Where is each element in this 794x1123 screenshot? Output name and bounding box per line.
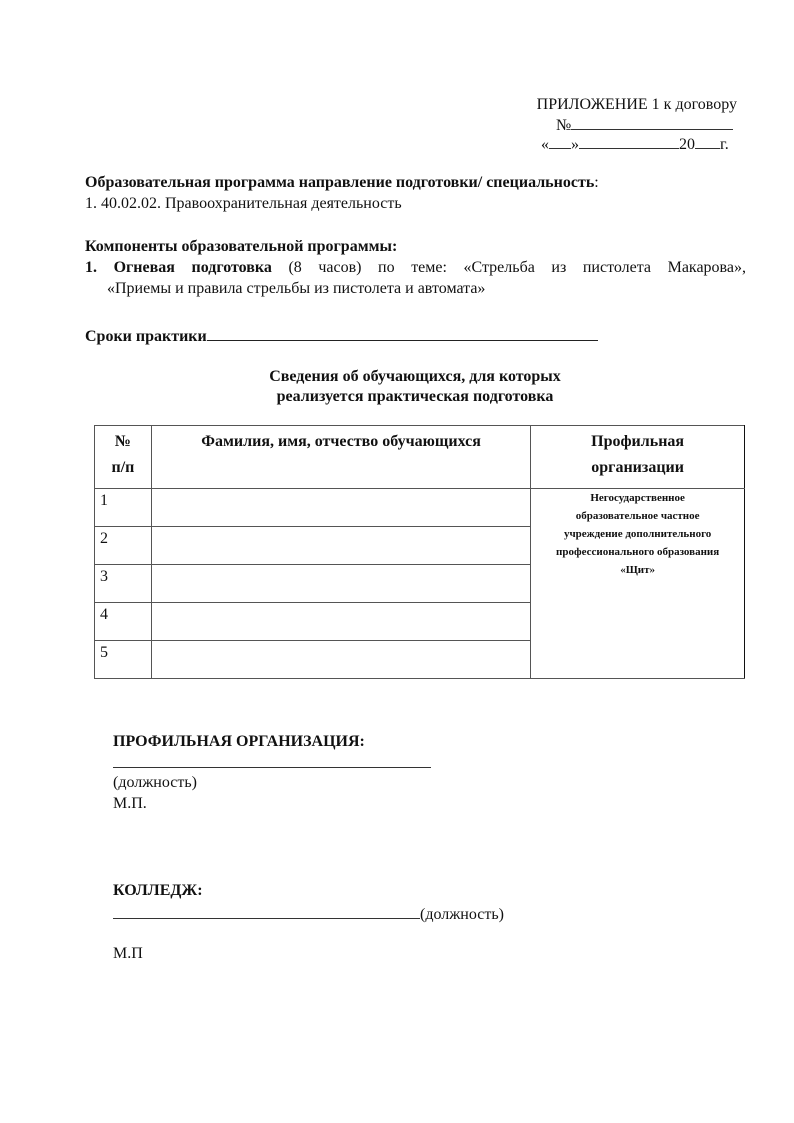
program-heading-text: Образовательная программа направление подготовки/ специальность	[85, 174, 595, 191]
organization-line5: «Щит»	[620, 564, 656, 576]
organization-line1: Негосударственное	[590, 492, 685, 504]
signature-org-heading: ПРОФИЛЬНАЯ ОРГАНИЗАЦИЯ:	[113, 733, 365, 750]
row-full-name-cell[interactable]	[151, 565, 530, 603]
components-item-1	[85, 258, 746, 299]
contract-date-line	[541, 135, 729, 155]
components-item-topic: (8 часов) по теме: «Стрельба из пистолета Макарова»,	[288, 259, 746, 276]
organization-line3: учреждение дополнительного	[563, 528, 712, 540]
header-organization	[531, 426, 745, 489]
row-full-name-cell[interactable]	[151, 527, 530, 565]
row-number: 4	[95, 603, 152, 641]
contract-month-field[interactable]	[579, 148, 679, 149]
date-open-quote: «	[541, 136, 549, 153]
program-heading-colon: :	[594, 174, 599, 191]
table-title-line1: Сведения об обучающихся, для которых	[269, 368, 561, 385]
signature-org-stamp: М.П.	[113, 795, 147, 812]
contract-number-prefix: №	[556, 117, 572, 134]
header-organization-line2: организации	[591, 459, 684, 476]
contract-number-line	[556, 116, 733, 136]
signature-org-position: (должность)	[113, 774, 197, 791]
date-year-prefix: 20	[679, 136, 695, 153]
header-organization-line1: Профильная	[591, 433, 685, 450]
row-number: 5	[95, 641, 152, 679]
date-close-quote: »	[571, 136, 579, 153]
components-item-line2: «Приемы и правила стрельбы из пистолета и автомата»	[107, 280, 486, 297]
table-title-line2: реализуется практическая подготовка	[276, 388, 554, 405]
annex-title: ПРИЛОЖЕНИЕ 1 к договору	[536, 96, 737, 113]
header-full-name	[151, 426, 530, 489]
contract-number-field[interactable]	[571, 129, 733, 130]
organization-line4: профессионального образования	[556, 546, 720, 558]
row-number: 1	[95, 489, 152, 527]
students-table	[94, 425, 745, 679]
header-number-line2: п/п	[111, 459, 135, 476]
table-header-row	[95, 426, 745, 489]
practice-terms-field[interactable]	[207, 324, 598, 341]
header-number-line1: №	[114, 433, 131, 450]
header-full-name-text: Фамилия, имя, отчество обучающихся	[201, 433, 481, 450]
components-item-line1	[85, 258, 746, 278]
row-full-name-cell[interactable]	[151, 489, 530, 527]
contract-day-field[interactable]	[549, 148, 571, 149]
row-full-name-cell[interactable]	[151, 641, 530, 679]
organization-cell	[531, 489, 745, 679]
header-number	[95, 426, 152, 489]
table-row	[95, 489, 745, 527]
row-number: 2	[95, 527, 152, 565]
components-heading: Компоненты образовательной программы:	[85, 238, 398, 255]
signature-college-heading: КОЛЛЕДЖ:	[113, 882, 203, 899]
program-heading	[85, 173, 599, 193]
date-suffix: г.	[720, 136, 729, 153]
signature-college-stamp: М.П	[113, 945, 143, 962]
row-full-name-cell[interactable]	[151, 603, 530, 641]
program-item: 1. 40.02.02. Правоохранительная деятельность	[85, 195, 402, 212]
practice-terms-label: Сроки практики	[85, 328, 207, 345]
signature-college-line	[113, 902, 504, 925]
components-item-number: 1.	[85, 259, 97, 276]
practice-terms	[85, 324, 598, 347]
row-number: 3	[95, 565, 152, 603]
signature-college-field[interactable]	[113, 902, 420, 919]
signature-org-field[interactable]	[113, 753, 431, 768]
organization-line2: образовательное частное	[575, 510, 700, 522]
contract-year-field[interactable]	[695, 148, 720, 149]
signature-college-position: (должность)	[420, 906, 504, 923]
components-item-title: Огневая подготовка	[113, 259, 272, 276]
